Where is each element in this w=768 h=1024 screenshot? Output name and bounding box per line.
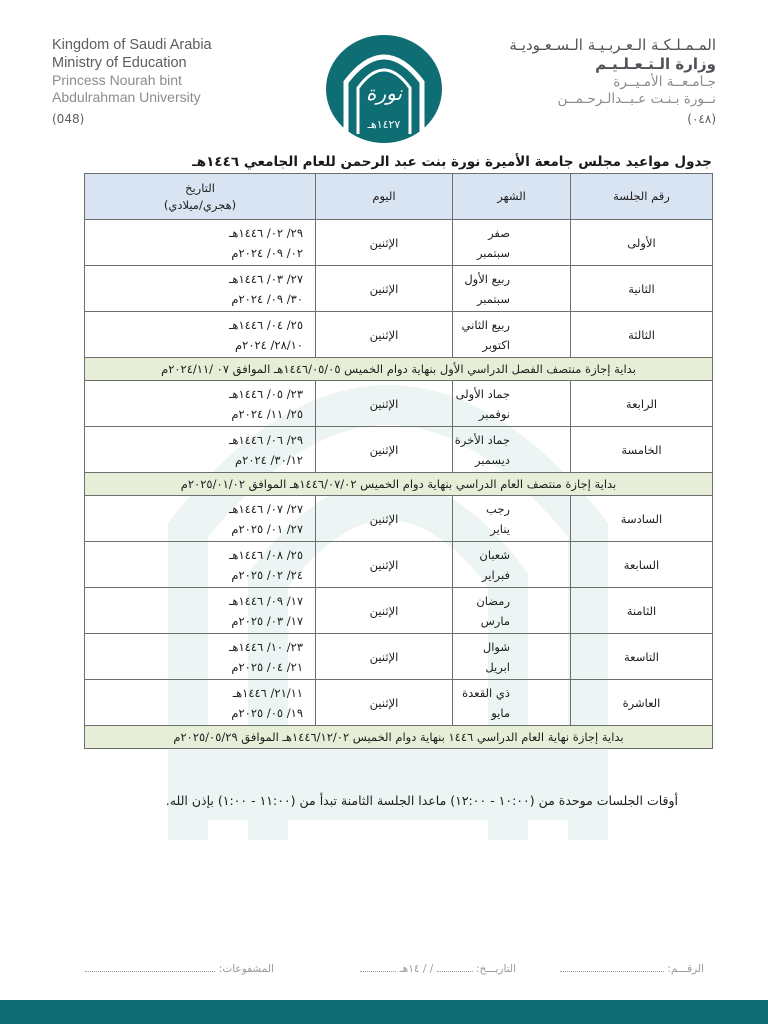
session-cell: الثالثة bbox=[571, 312, 713, 358]
date-cell bbox=[85, 427, 316, 473]
month-gregorian: ديسمبر bbox=[474, 452, 510, 467]
note-row bbox=[85, 358, 713, 381]
table-row bbox=[85, 266, 713, 312]
logo-year: ١٤٢٧هـ bbox=[367, 118, 401, 131]
table-row bbox=[85, 542, 713, 588]
date-hijri: ٢٩/ ٠٢/ ١٤٤٦هـ bbox=[229, 225, 303, 240]
date-gregorian: ١٩/ ٠٥/ ٢٠٢٥م bbox=[231, 705, 303, 720]
note-row bbox=[85, 726, 713, 749]
date-gregorian: ٢٨/١٠/ ٢٠٢٤م bbox=[235, 337, 303, 352]
footer-brand-bar bbox=[0, 1000, 768, 1024]
month-hijri: ذي القعدة bbox=[462, 685, 510, 700]
table-row bbox=[85, 312, 713, 358]
month-gregorian: سبتمبر bbox=[476, 291, 510, 306]
day-cell: الإثنين bbox=[316, 312, 453, 358]
session-cell: السابعة bbox=[571, 542, 713, 588]
footer-date-label: التاريـــخ: bbox=[475, 963, 516, 975]
day-cell: الإثنين bbox=[316, 381, 453, 427]
date-hijri: ٢٧/ ٠٣/ ١٤٤٦هـ bbox=[229, 271, 303, 286]
month-gregorian: نوفمبر bbox=[478, 406, 510, 421]
header-date bbox=[85, 174, 316, 220]
table-row bbox=[85, 427, 713, 473]
header-session: رقم الجلسة bbox=[571, 174, 713, 220]
header-en-line-kingdom: Kingdom of Saudi Arabia bbox=[52, 37, 212, 53]
date-cell bbox=[85, 588, 316, 634]
session-cell: الثامنة bbox=[571, 588, 713, 634]
date-hijri: ٢٥/ ٠٤/ ١٤٤٦هـ bbox=[229, 317, 303, 332]
header-ar-code: (٠٤٨) bbox=[687, 112, 716, 126]
session-cell: الثانية bbox=[571, 266, 713, 312]
session-cell: الأولى bbox=[571, 220, 713, 266]
date-gregorian: ٢٥/ ١١/ ٢٠٢٤م bbox=[231, 406, 303, 421]
month-cell bbox=[453, 427, 571, 473]
month-cell bbox=[453, 381, 571, 427]
month-hijri: جماد الأولى bbox=[455, 386, 510, 401]
footer-date-field bbox=[360, 962, 516, 975]
date-gregorian: ٢١/ ٠٤/ ٢٠٢٥م bbox=[231, 659, 303, 674]
header-en-line-university-1: Princess Nourah bint bbox=[52, 72, 182, 88]
date-gregorian: ١٧/ ٠٣/ ٢٠٢٥م bbox=[231, 613, 303, 628]
note-cell: بداية إجازة نهاية العام الدراسي ١٤٤٦ بنهاية دوام الخميس ١٤٤٦/١٢/٠٢هـ الموافق ٢٠٢٥/٠٥/٢٩م bbox=[85, 726, 713, 749]
note-cell: بداية إجازة منتصف العام الدراسي بنهاية دوام الخميس ١٤٤٦/٠٧/٠٢هـ الموافق ٢٠٢٥/٠١/٠٢م bbox=[85, 473, 713, 496]
header-ar-line-kingdom: المـمـلـكـة الـعـربـيـة الـسـعـوديـة bbox=[509, 36, 716, 54]
day-cell: الإثنين bbox=[316, 634, 453, 680]
month-gregorian: سبتمبر bbox=[476, 245, 510, 260]
date-hijri: ٢٣/ ١٠/ ١٤٤٦هـ bbox=[229, 639, 303, 654]
session-times-note: أوقات الجلسات موحدة من (١٠:٠٠ - ١٢:٠٠) ماعدا الجلسة الثامنة تبدأ من (١١:٠٠ - ١:٠٠) بإذن الله. bbox=[165, 793, 678, 808]
table-header-row bbox=[85, 174, 713, 220]
day-cell: الإثنين bbox=[316, 496, 453, 542]
footer-attachments-label: المشفوعات: bbox=[218, 963, 274, 975]
month-gregorian: مارس bbox=[480, 613, 510, 628]
session-cell: الخامسة bbox=[571, 427, 713, 473]
header-ar-line-university-2: نــورة بـنـت عـبــدالـرحـمــن bbox=[557, 91, 716, 107]
footer-number-field bbox=[560, 962, 704, 975]
date-gregorian: ٠٢/ ٠٩/ ٢٠٢٤م bbox=[231, 245, 303, 260]
date-cell bbox=[85, 266, 316, 312]
month-gregorian: مايو bbox=[491, 705, 510, 720]
month-hijri: رجب bbox=[486, 501, 510, 516]
month-gregorian: اكتوبر bbox=[482, 337, 510, 352]
header-en-code: (048) bbox=[52, 112, 85, 126]
note-row bbox=[85, 473, 713, 496]
month-hijri: رمضان bbox=[476, 593, 510, 608]
session-cell: السادسة bbox=[571, 496, 713, 542]
session-cell: العاشرة bbox=[571, 680, 713, 726]
day-cell: الإثنين bbox=[316, 220, 453, 266]
footer-fields bbox=[64, 962, 704, 982]
header-month: الشهر bbox=[453, 174, 571, 220]
table-row bbox=[85, 381, 713, 427]
footer-number-label: الرقـــم: bbox=[667, 963, 704, 975]
table-row bbox=[85, 634, 713, 680]
date-cell bbox=[85, 542, 316, 588]
date-cell bbox=[85, 634, 316, 680]
table-row bbox=[85, 680, 713, 726]
month-gregorian: ابريل bbox=[485, 659, 510, 674]
note-cell: بداية إجازة منتصف الفصل الدراسي الأول بنهاية دوام الخميس ١٤٤٦/٠٥/٠٥هـ الموافق ٠٧ /٢٠٢٤/١١م bbox=[85, 358, 713, 381]
month-hijri: ربيع الأول bbox=[464, 271, 510, 286]
date-hijri: ٢٣/ ٠٥/ ١٤٤٦هـ bbox=[229, 386, 303, 401]
header-en-line-ministry: Ministry of Education bbox=[52, 55, 187, 71]
schedule-table bbox=[84, 173, 713, 749]
date-gregorian: ٢٧/ ٠١/ ٢٠٢٥م bbox=[231, 521, 303, 536]
day-cell: الإثنين bbox=[316, 680, 453, 726]
date-gregorian: ٢٤/ ٠٢/ ٢٠٢٥م bbox=[231, 567, 303, 582]
month-cell bbox=[453, 220, 571, 266]
month-hijri: شعبان bbox=[479, 547, 510, 562]
day-cell: الإثنين bbox=[316, 542, 453, 588]
date-cell bbox=[85, 381, 316, 427]
header-day: اليوم bbox=[316, 174, 453, 220]
table-row bbox=[85, 588, 713, 634]
session-cell: الرابعة bbox=[571, 381, 713, 427]
month-cell bbox=[453, 542, 571, 588]
header-arabic bbox=[456, 36, 716, 108]
month-hijri: ربيع الثاني bbox=[461, 317, 510, 332]
date-cell bbox=[85, 312, 316, 358]
date-hijri: ٢٧/ ٠٧/ ١٤٤٦هـ bbox=[229, 501, 303, 516]
day-cell: الإثنين bbox=[316, 266, 453, 312]
day-cell: الإثنين bbox=[316, 427, 453, 473]
day-cell: الإثنين bbox=[316, 588, 453, 634]
logo-text: نورة bbox=[365, 81, 403, 105]
header-english bbox=[52, 36, 302, 106]
header-date-line2: (هجري/ميلادي) bbox=[163, 197, 237, 212]
header-date-line1: التاريخ bbox=[185, 180, 215, 195]
date-cell bbox=[85, 680, 316, 726]
date-cell bbox=[85, 220, 316, 266]
date-gregorian: ٣٠/١٢/ ٢٠٢٤م bbox=[235, 452, 303, 467]
month-cell bbox=[453, 680, 571, 726]
document-title: جدول مواعيد مجلس جامعة الأميرة نورة بنت عبد الرحمن للعام الجامعي ١٤٤٦هـ bbox=[192, 154, 712, 170]
date-hijri: ٢١/١١/ ١٤٤٦هـ bbox=[232, 685, 303, 700]
month-gregorian: يناير bbox=[490, 521, 510, 536]
month-cell bbox=[453, 266, 571, 312]
date-gregorian: ٣٠/ ٠٩/ ٢٠٢٤م bbox=[231, 291, 303, 306]
month-hijri: شوال bbox=[482, 639, 510, 654]
month-cell bbox=[453, 312, 571, 358]
date-hijri: ١٧/ ٠٩/ ١٤٤٦هـ bbox=[229, 593, 303, 608]
footer-date-pattern: / / ١٤هـ bbox=[399, 963, 434, 975]
header-en-line-university-2: Abdulrahman University bbox=[52, 89, 201, 105]
month-cell bbox=[453, 588, 571, 634]
table-row bbox=[85, 220, 713, 266]
month-cell bbox=[453, 634, 571, 680]
date-cell bbox=[85, 496, 316, 542]
month-hijri: صفر bbox=[488, 225, 510, 240]
month-gregorian: فبراير bbox=[481, 567, 510, 582]
header-ar-line-ministry: وزارة الـتـعـلـيـم bbox=[595, 55, 716, 73]
table-row bbox=[85, 496, 713, 542]
footer-attachments-field bbox=[85, 962, 274, 975]
date-hijri: ٢٥/ ٠٨/ ١٤٤٦هـ bbox=[229, 547, 303, 562]
date-hijri: ٢٩/ ٠٦/ ١٤٤٦هـ bbox=[229, 432, 303, 447]
university-logo bbox=[324, 34, 444, 144]
session-cell: التاسعة bbox=[571, 634, 713, 680]
month-cell bbox=[453, 496, 571, 542]
month-hijri: جماد الأخرة bbox=[454, 432, 510, 447]
header-ar-line-university-1: جـامـعــة الأمـيــرة bbox=[613, 74, 716, 90]
